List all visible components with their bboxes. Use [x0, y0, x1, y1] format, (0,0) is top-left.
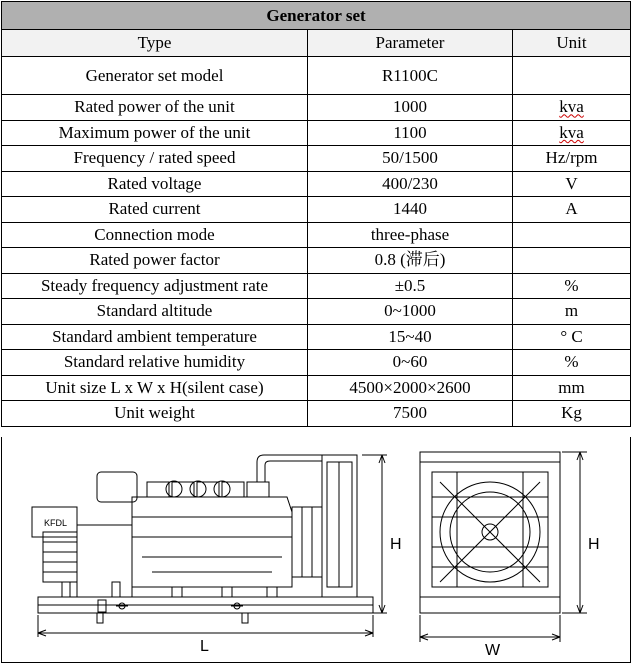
row-parameter: 1440 [308, 197, 513, 223]
row-parameter: 4500×2000×2600 [308, 375, 513, 401]
row-unit [513, 57, 631, 95]
row-parameter: 7500 [308, 401, 513, 427]
row-parameter: 50/1500 [308, 146, 513, 172]
row-parameter: three-phase [308, 222, 513, 248]
row-parameter: 0.8 (滞后) [308, 248, 513, 274]
row-unit [513, 120, 631, 146]
unit-text: kva [559, 97, 584, 117]
spec-table [1, 1, 631, 427]
row-type: Standard relative humidity [2, 350, 308, 376]
front-base [420, 597, 560, 613]
row-parameter: 0~1000 [308, 299, 513, 325]
row-unit: m [513, 299, 631, 325]
row-unit: mm [513, 375, 631, 401]
generator-line-drawing [2, 437, 630, 662]
row-type: Standard ambient temperature [2, 324, 308, 350]
unit-text: kva [559, 122, 584, 142]
row-type: Unit weight [2, 401, 308, 427]
row-unit: V [513, 171, 631, 197]
row-parameter: ±0.5 [308, 273, 513, 299]
engine-block [132, 497, 292, 587]
row-type: Maximum power of the unit [2, 120, 308, 146]
length-label: L [200, 638, 209, 655]
row-parameter: 15~40 [308, 324, 513, 350]
row-unit [513, 222, 631, 248]
table-title: Generator set [2, 2, 631, 30]
row-unit: A [513, 197, 631, 223]
row-unit [513, 95, 631, 121]
width-label: W [485, 642, 501, 659]
row-parameter: R1100C [308, 57, 513, 95]
row-type: Connection mode [2, 222, 308, 248]
row-type: Generator set model [2, 57, 308, 95]
row-parameter: 0~60 [308, 350, 513, 376]
row-unit: Kg [513, 401, 631, 427]
row-unit: % [513, 273, 631, 299]
row-type: Frequency / rated speed [2, 146, 308, 172]
front-height-label: H [588, 536, 600, 553]
row-unit [513, 248, 631, 274]
row-unit: ° C [513, 324, 631, 350]
row-type: Rated voltage [2, 171, 308, 197]
row-type: Steady frequency adjustment rate [2, 273, 308, 299]
header-type: Type [2, 30, 308, 57]
header-parameter: Parameter [308, 30, 513, 57]
header-unit: Unit [513, 30, 631, 57]
row-type: Rated power factor [2, 248, 308, 274]
row-type: Rated current [2, 197, 308, 223]
row-unit: Hz/rpm [513, 146, 631, 172]
row-parameter: 1100 [308, 120, 513, 146]
side-height-label: H [390, 536, 402, 553]
generator-drawing [1, 437, 631, 663]
row-parameter: 400/230 [308, 171, 513, 197]
row-unit: % [513, 350, 631, 376]
row-type: Unit size L x W x H(silent case) [2, 375, 308, 401]
row-type: Rated power of the unit [2, 95, 308, 121]
brand-label: KFDL [44, 518, 68, 528]
row-parameter: 1000 [308, 95, 513, 121]
row-type: Standard altitude [2, 299, 308, 325]
alternator [43, 532, 77, 582]
